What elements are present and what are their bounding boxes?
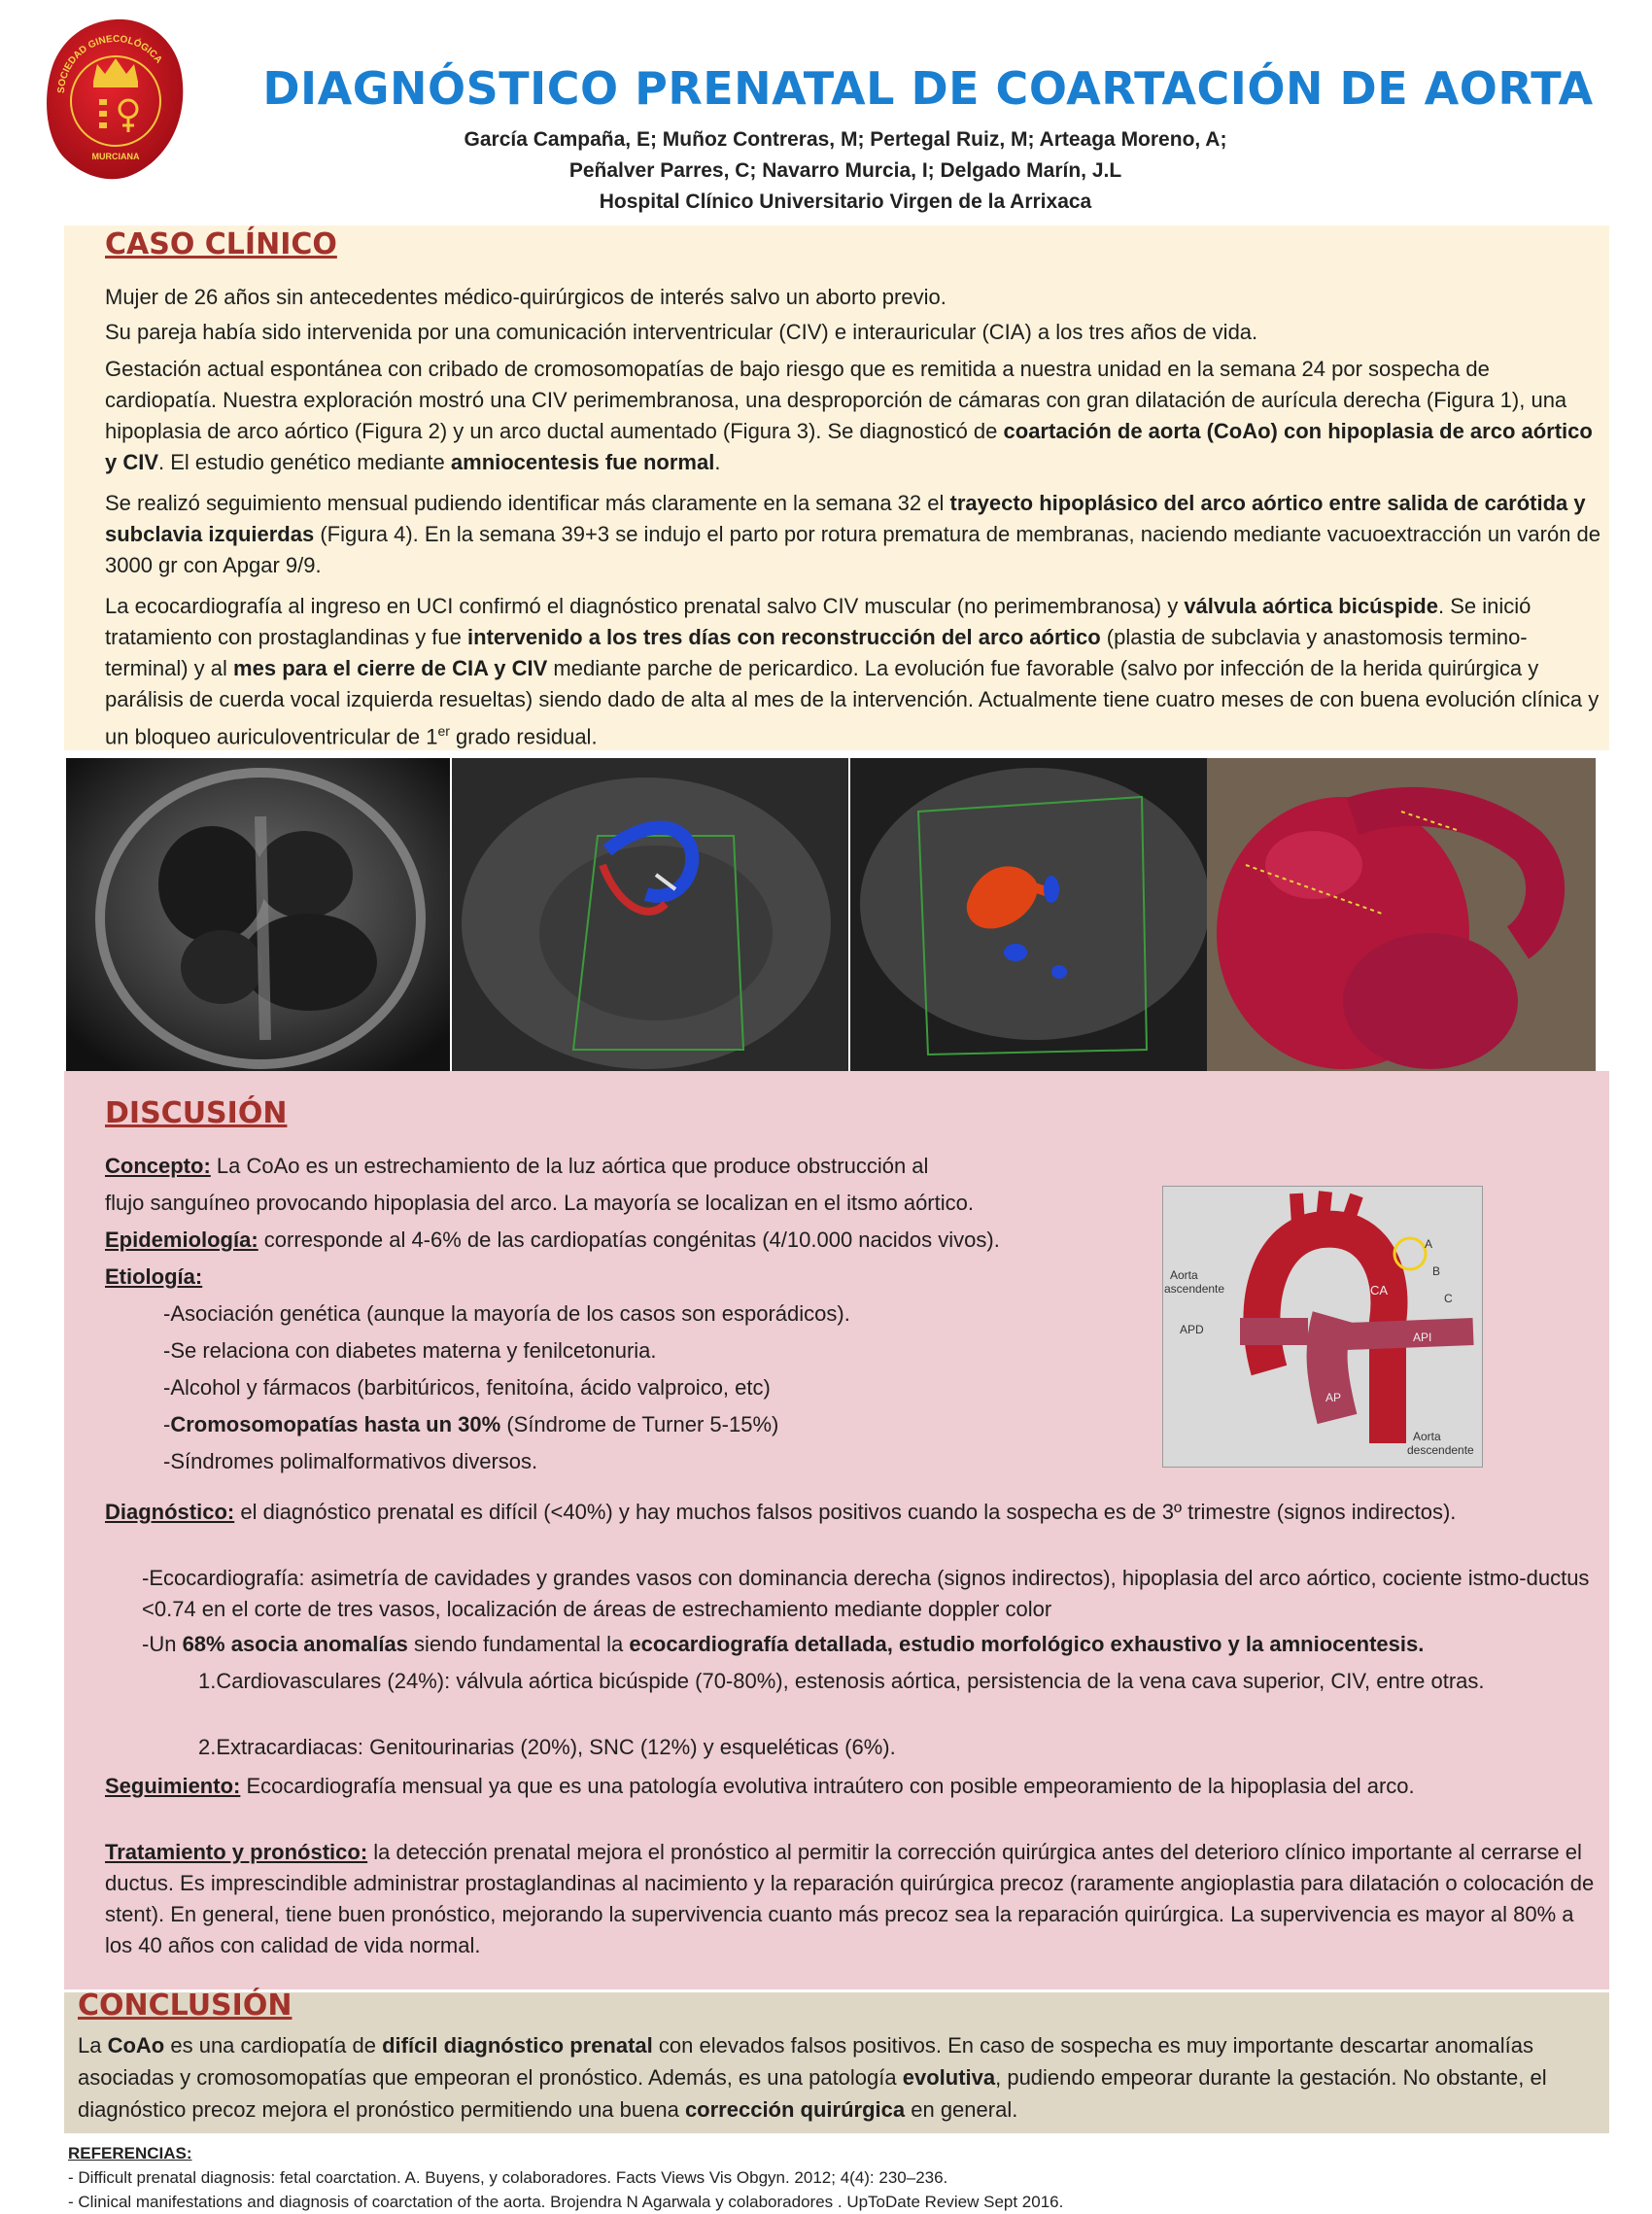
svg-text:descendente: descendente [1407, 1443, 1474, 1457]
anomalias-extracardiacas: 2.Extracardiacas: Genitourinarias (20%), SNC (12%) y esqueléticas (6%). [198, 1735, 896, 1759]
tratamiento-pronostico: Tratamiento y pronóstico: la detección prenatal mejora el pronóstico al permitir la corrección quirúrgica antes del deterioro clínico importante al cerrarse el ductus. Es imprescindible administrar prostaglandinas al nacimiento y la reparación quirúrgica precoz (raramente angioplastia para dilatación o colocación de stent). En general, tiene buen pronóstico, mejorando la supervivencia cuanto más precoz sea la reparación quirúrgica. La supervivencia es mayor al 80% a los 40 años con calidad de vida normal. [105, 1840, 1595, 1957]
references-heading: REFERENCIAS: [68, 2144, 192, 2162]
poster-title: DIAGNÓSTICO PRENATAL DE COARTACIÓN DE AORTA [262, 62, 1594, 115]
diagnostico-ecocardiografia: -Ecocardiografía: asimetría de cavidades y grandes vasos con dominancia derecha (signos indirectos), hipoplasia del arco aórtico, cociente istmo-ductus <0.74 en el corte de tres vasos, localización de áreas de estrechamiento mediante doppler color [142, 1566, 1590, 1621]
etiologia-item-5: -Síndromes polimalformativos diversos. [163, 1449, 538, 1473]
conclusion-text: La CoAo es una cardiopatía de difícil diagnóstico prenatal con elevados falsos positivos. En caso de sospecha es muy importante descartar anomalías asociadas y cromosomopatías que empeoran el pronóstico. Además, es una patología evolutiva, pudiendo empeorar durante la gestación. No obstante, el diagnóstico precoz mejora el pronóstico permitiendo una buena corrección quirúrgica en general. [78, 2033, 1547, 2122]
svg-text:ascendente: ascendente [1164, 1282, 1225, 1296]
etiologia-item-4: -Cromosomopatías hasta un 30% (Síndrome de Turner 5-15%) [163, 1412, 779, 1436]
etiologia-item-3: -Alcohol y fármacos (barbitúricos, fenitoína, ácido valproico, etc) [163, 1375, 771, 1400]
concepto-line-2: flujo sanguíneo provocando hipoplasia del arco. La mayoría se localizan en el itsmo aórtico. [105, 1191, 974, 1215]
svg-text:CA: CA [1370, 1283, 1389, 1297]
concepto-line-1: Concepto: La CoAo es un estrechamiento de la luz aórtica que produce obstrucción al [105, 1154, 929, 1178]
discusion-heading: DISCUSIÓN [105, 1096, 288, 1130]
svg-text:API: API [1413, 1331, 1432, 1344]
diagnostico: Diagnóstico: el diagnóstico prenatal es difícil (<40%) y hay muchos falsos positivos cuando la sospecha es de 3º trimestre (signos indirectos). [105, 1500, 1457, 1524]
caso-paragraph-3: Gestación actual espontánea con cribado de cromosomopatías de bajo riesgo que es remitida a nuestra unidad en la semana 24 por sospecha de cardiopatía. Nuestra exploración mostró una CIV perimembranosa, una desproporción de cámaras con gran dilatación de aurícula derecha (Figura 1), una hipoplasia de arco aórtico (Figura 2) y un arco ductal aumentado (Figura 3). Se diagnosticó de coartación de aorta (CoAo) con hipoplasia de arco aórtico y CIV. El estudio genético mediante amniocentesis fue normal. [105, 357, 1593, 474]
figure-2-doppler-image [452, 758, 848, 1074]
conclusion-heading: CONCLUSIÓN [78, 1989, 293, 2023]
coarctation-anatomy-diagram [1162, 1186, 1483, 1468]
svg-text:C: C [1444, 1292, 1453, 1305]
society-seal-logo [43, 14, 189, 184]
etiologia-item-1: -Asociación genética (aunque la mayoría de los casos son esporádicos). [163, 1301, 850, 1326]
svg-text:SOCIEDAD GINECOLÓGICA: SOCIEDAD GINECOLÓGICA [55, 33, 164, 94]
caso-paragraph-4: Se realizó seguimiento mensual pudiendo identificar más claramente en la semana 32 el trayecto hipoplásico del arco aórtico entre salida de carótida y subclavia izquierdas (Figura 4). En la semana 39+3 se indujo el parto por rotura prematura de membranas, naciendo mediante vacuoextracción un varón de 3000 gr con Apgar 9/9. [105, 491, 1601, 577]
svg-text:MURCIANA: MURCIANA [91, 152, 140, 161]
svg-text:B: B [1432, 1264, 1441, 1278]
authors-line-1: García Campaña, E; Muñoz Contreras, M; Pertegal Ruiz, M; Arteaga Moreno, A; [464, 128, 1227, 151]
svg-text:Aorta: Aorta [1170, 1268, 1198, 1282]
etiologia-label: Etiología: [105, 1264, 203, 1289]
figure-3-doppler-image [850, 758, 1232, 1074]
seguimiento: Seguimiento: Ecocardiografía mensual ya que es una patología evolutiva intraútero con posible empeoramiento de la hipoplasia del arco. [105, 1774, 1415, 1798]
anomalias-cardiovasculares: 1.Cardiovasculares (24%): válvula aórtica bicúspide (70-80%), estenosis aórtica, persistencia de la vena cava superior, CIV, entre otras. [198, 1669, 1485, 1693]
svg-text:Aorta: Aorta [1413, 1430, 1441, 1443]
svg-text:A: A [1425, 1237, 1433, 1251]
author-block [292, 124, 1399, 218]
figure-1-ultrasound-image [66, 758, 450, 1074]
reference-1: - Difficult prenatal diagnosis: fetal coarctation. A. Buyens, y colaboradores. Facts Views Vis Obgyn. 2012; 4(4): 230–236. [68, 2168, 948, 2187]
institution: Hospital Clínico Universitario Virgen de la Arrixaca [599, 190, 1092, 213]
caso-paragraph-5: La ecocardiografía al ingreso en UCI confirmó el diagnóstico prenatal salvo CIV muscular (no perimembranosa) y válvula aórtica bicúspide. Se inició tratamiento con prostaglandinas y fue intervenido a los tres días con reconstrucción del arco aórtico (plastia de subclavia y anastomosis termino-terminal) y al mes para el cierre de CIA y CIV mediante parche de pericardico. La evolución fue favorable (salvo por infección de la herida quirúrgica y parálisis de cuerda vocal izquierda resueltas) siendo dado de alta al mes de la intervención. Actualmente tiene cuatro meses de con buena evolución clínica y un bloqueo auriculoventricular de 1er grado residual. [105, 594, 1600, 749]
caso-paragraph-1: Mujer de 26 años sin antecedentes médico-quirúrgicos de interés salvo un aborto previo. [105, 285, 946, 309]
epidemiologia: Epidemiología: corresponde al 4-6% de las cardiopatías congénitas (4/10.000 nacidos vivos). [105, 1228, 1000, 1252]
reference-2: - Clinical manifestations and diagnosis of coarctation of the aorta. Brojendra N Agarwala y colaboradores . UpToDate Review Sept 2016. [68, 2193, 1064, 2211]
figure-4-3d-rendered-image [1207, 758, 1596, 1074]
caso-clinico-heading: CASO CLÍNICO [105, 227, 337, 261]
caso-paragraph-2: Su pareja había sido intervenida por una comunicación interventricular (CIV) e interauricular (CIA) a los tres años de vida. [105, 320, 1258, 344]
etiologia-item-2: -Se relaciona con diabetes materna y fenilcetonuria. [163, 1338, 657, 1363]
svg-text:APD: APD [1180, 1323, 1204, 1336]
svg-text:AP: AP [1325, 1391, 1342, 1404]
authors-line-2: Peñalver Parres, C; Navarro Murcia, I; Delgado Marín, J.L [568, 159, 1122, 182]
diagnostico-anomalias: -Un 68% asocia anomalías siendo fundamental la ecocardiografía detallada, estudio morfológico exhaustivo y la amniocentesis. [142, 1632, 1425, 1656]
